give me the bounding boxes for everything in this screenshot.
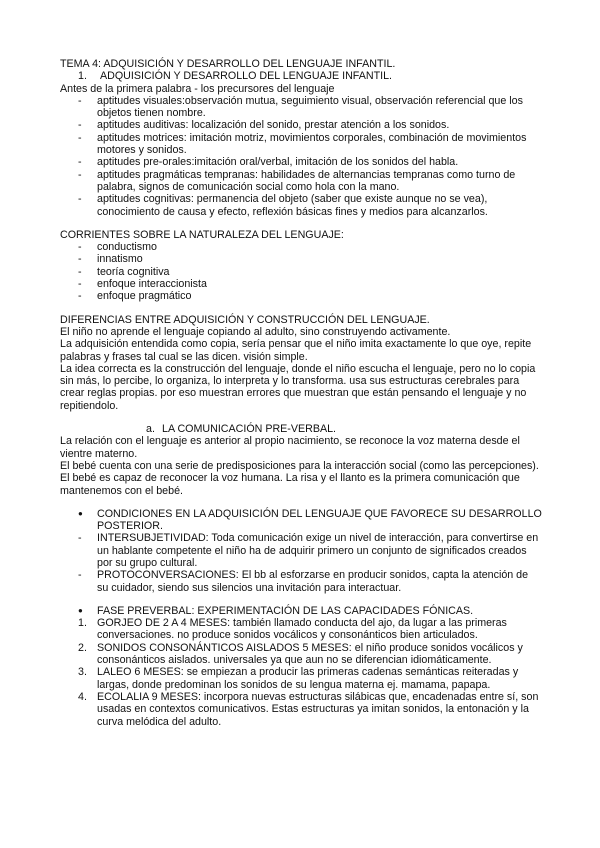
list-item: - aptitudes pragmáticas tempranas: habilidades de alternancias tempranas como turno de palabra, signos de comunicación social como hola con la mano. [78, 168, 516, 193]
dash-marker: - [78, 94, 82, 107]
list-item: - conductismo [78, 241, 157, 254]
dash-marker: - [78, 532, 82, 545]
paragraph: La idea correcta es la construcción del lenguaje, donde el niño escucha el lenguaje, pero no lo copia sin más, lo percibe, lo organiza, lo interpreta y lo transforma. usa sus estructuras cerebrales para crear reglas propias. por eso muestran errores que muestran que están pensando el lenguaje y no repitiendolo. [60, 362, 536, 412]
dash-marker: - [78, 168, 82, 181]
dash-marker: - [78, 253, 82, 266]
currents-list [60, 241, 542, 302]
paragraph: La adquisición entendida como copia, sería pensar que el niño imita exactamente lo que oye, repite palabras y frases tal cual se las dicen. visión simple. [60, 338, 532, 363]
conditions-list [60, 508, 542, 594]
subsection-a-heading [60, 423, 542, 435]
document-title: TEMA 4: ADQUISICIÓN Y DESARROLLO DEL LENGUAJE INFANTIL. [60, 58, 396, 70]
bullet-marker: ● [78, 508, 83, 518]
dash-marker: - [78, 131, 82, 144]
number-marker: 3. [78, 666, 87, 679]
list-item: - aptitudes auditivas: localización del sonido, prestar atención a los sonidos. [78, 119, 450, 132]
list-item: - INTERSUBJETIVIDAD: Toda comunicación exige un nivel de interacción, para convertirse en un hablante competente el niño ha de adquirir primero un conjunto de significados creados por su grupo cultural. [78, 532, 539, 569]
list-item: 4. ECOLALIA 9 MESES: incorpora nuevas estructuras silábicas que, encadenadas entre sí, son usadas en contextos comunicativos. Estas estructuras ya imitan sonidos, la entonación y la curva melódica del adulto. [78, 690, 539, 728]
paragraph: El niño no aprende el lenguaje copiando al adulto, sino construyendo activamente. [60, 325, 451, 338]
list-item: - aptitudes visuales:observación mutua, seguimiento visual, observación referencial que los objetos tienen nombre. [78, 94, 523, 120]
precursors-list [60, 95, 542, 218]
subsection-title: LA COMUNICACIÓN PRE-VERBAL. [162, 423, 337, 436]
dash-marker: - [78, 241, 82, 254]
phases-list [60, 605, 542, 728]
dash-marker: - [78, 156, 82, 169]
list-item: - innatismo [78, 253, 143, 266]
list-item: 1. GORJEO DE 2 A 4 MESES: también llamado conducta del ajo, da lugar a las primeras conversaciones. no produce sonidos vocálicos y consonánticos bien articulados. [78, 617, 507, 642]
dash-marker: - [78, 290, 82, 303]
list-item: - aptitudes cognitivas: permanencia del objeto (saber que existe aunque no se vea), conocimiento de causa y efecto, reflexión básicas fines y medios para alcanzarlos. [78, 193, 488, 218]
subsection-letter: a. [146, 423, 155, 436]
dash-marker: - [78, 278, 82, 291]
dash-marker: - [78, 265, 82, 278]
number-marker: 2. [78, 641, 87, 654]
document-page [60, 58, 542, 728]
number-marker: 1. [78, 617, 87, 630]
currents-heading: CORRIENTES SOBRE LA NATURALEZA DEL LENGUAJE: [60, 228, 344, 241]
paragraph: La relación con el lenguaje es anterior al propio nacimiento, se reconoce la voz materna desde el vientre materno. [60, 435, 520, 460]
intro-line: Antes de la primera palabra - los precursores del lenguaje [60, 82, 335, 95]
list-item: ● FASE PREVERBAL: EXPERIMENTACIÓN DE LAS CAPACIDADES FÓNICAS. [78, 604, 474, 617]
list-item: - aptitudes motrices: imitación motriz, movimientos corporales, combinación de movimientos motores y sonidos. [78, 131, 527, 157]
list-item: - teoría cognitiva [78, 265, 170, 278]
paragraph: El bebé es capaz de reconocer la voz humana. La risa y el llanto es la primera comunicación que mantenemos con el bebé. [60, 472, 520, 497]
list-item: 3. LALEO 6 MESES: se empiezan a producir las primeras cadenas semánticas reiteradas y largas, donde predominan los sonidos de su lengua materna ej. mamama, papapa. [78, 666, 519, 691]
section-number: 1. [78, 70, 87, 83]
bullet-marker: ● [78, 605, 83, 615]
number-marker: 4. [78, 690, 87, 703]
paragraph: El bebé cuenta con una serie de predisposiciones para la interacción social (como las percepciones). [60, 459, 539, 472]
list-item: - aptitudes pre-orales:imitación oral/verbal, imitación de los sonidos del habla. [78, 156, 459, 169]
dash-marker: - [78, 569, 82, 582]
list-item: - enfoque pragmático [78, 290, 192, 303]
list-item: - enfoque interaccionista [78, 278, 207, 291]
section-1-heading [60, 70, 542, 82]
section-title: ADQUISICIÓN Y DESARROLLO DEL LENGUAJE INFANTIL. [100, 70, 393, 83]
list-item: ● CONDICIONES EN LA ADQUISICIÓN DEL LENGUAJE QUE FAVORECE SU DESARROLLO POSTERIOR. [78, 507, 542, 533]
dash-marker: - [78, 193, 82, 206]
dash-marker: - [78, 119, 82, 132]
list-item: - PROTOCONVERSACIONES: El bb al esforzarse en producir sonidos, capta la atención de su cuidador, siendo sus silencios una invitación para interactuar. [78, 569, 529, 594]
list-item: 2. SONIDOS CONSONÁNTICOS AISLADOS 5 MESES: el niño produce sonidos vocálicos y consonánticos aislados. universales ya que aun no se diferencian idiomáticamente. [78, 641, 523, 667]
differences-heading: DIFERENCIAS ENTRE ADQUISICIÓN Y CONSTRUCCIÓN DEL LENGUAJE. [60, 313, 430, 326]
